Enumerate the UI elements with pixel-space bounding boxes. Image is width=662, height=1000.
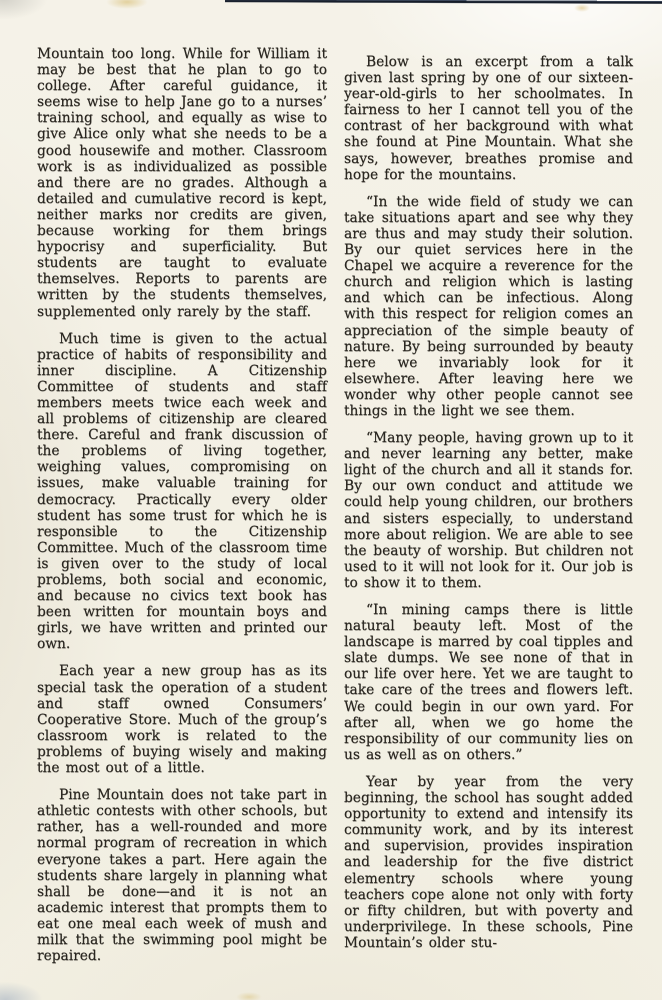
paragraph: Mountain too long. While for William it may be best that he plan to go to college. After careful guidance, it seems wise to help Jane go to a nurses’ training school, and equally as wise to give Alice only what she needs to be a good housewife and mother. Classroom work is as individualized as possible and there are no grades. Although a detailed and cumulative record is kept, neither marks nor credits are given, because working for them brings hypocrisy and superficiality. But students are taught to evaluate themselves. Reports to parents are written by the students themselves, supplemented only rarely by the staff. bbox=[37, 46, 327, 320]
paragraph: Pine Mountain does not take part in athletic contests with other schools, but rather, has a well-rounded and more normal program of recreation in which everyone takes a part. Here again the students share largely in planning what shall be done—and it is not an academic interest that prompts them to eat one meal each week of mush and milk that the swimming pool might be repaired. bbox=[37, 787, 327, 965]
paper-stain bbox=[574, 4, 590, 12]
left-text-column bbox=[37, 46, 327, 964]
paper-stain bbox=[0, 0, 48, 20]
paragraph: Year by year from the very beginning, the school has sought added opportunity to extend and intensify its community work, and by its interest and supervision, provides inspiration and leadership for the five district elementry schools where young teachers cope alone not only with forty or fifty children, but with poverty and underprivilege. In these schools, Pine Mountain’s older stu- bbox=[344, 773, 633, 951]
paper-stain bbox=[0, 982, 42, 1000]
paragraph: Much time is given to the actual practice of habits of responsibility and inner discipline. A Citizenship Committee of students and staff members meets twice each week and all problems of citizenship are cleared there. Careful and frank discussion of the problems of living together, weighing values, compromising on issues, make valuable training for democracy. Practically every older student has some trust for which he is responsible to the Citizenship Committee. Much of the classroom time is given over to the study of local problems, both social and economic, and because no civics text book has been written for mountain boys and girls, we have written and printed our own. bbox=[37, 330, 327, 653]
paragraph: “In mining camps there is little natural beauty left. Most of the landscape is marred by coal tipples and slate dumps. We see none of that in our life over here. Yet we are taught to take care of the trees and flowers left. We could begin in our own yard. For after all, when we go home the responsibility of our community lies on us as well as on others.” bbox=[344, 602, 633, 763]
paper-stain bbox=[106, 0, 148, 9]
paragraph: Each year a new group has as its special task the operation of a student and staff owned Consumers’ Cooperative Store. Much of the group’s classroom work is related to the problems of buying wisely and making the most out of a little. bbox=[37, 663, 327, 777]
paragraph: “Many people, having grown up to it and never learning any better, make light of the church and all it stands for. By our own conduct and attitude we could help young children, our brothers and sisters especially, to understand more about religion. We are able to see the beauty of worship. But children not used to it will not look for it. Our job is to show it to them. bbox=[344, 430, 633, 591]
paper-stain bbox=[236, 992, 262, 1000]
paragraph: Below is an excerpt from a talk given last spring by one of our sixteen-year-old-girls to her schoolmates. In fairness to her I cannot tell you of the contrast of her background with what she found at Pine Mountain. What she says, however, breathes promise and hope for the mountains. bbox=[344, 54, 633, 183]
scan-edge-shadow bbox=[225, 0, 662, 5]
right-text-column bbox=[344, 54, 633, 951]
paragraph: “In the wide field of study we can take situations apart and see why they are thus and may study their solution. By our quiet services here in the Chapel we acquire a reverence for the church and religion which is lasting and which can be infectious. Along with this respect for religion comes an appreciation of the simple beauty of nature. By being surrounded by beauty here we invariably look for it elsewhere. After leaving here we wonder why other people cannot see things in the light we see them. bbox=[344, 193, 633, 419]
